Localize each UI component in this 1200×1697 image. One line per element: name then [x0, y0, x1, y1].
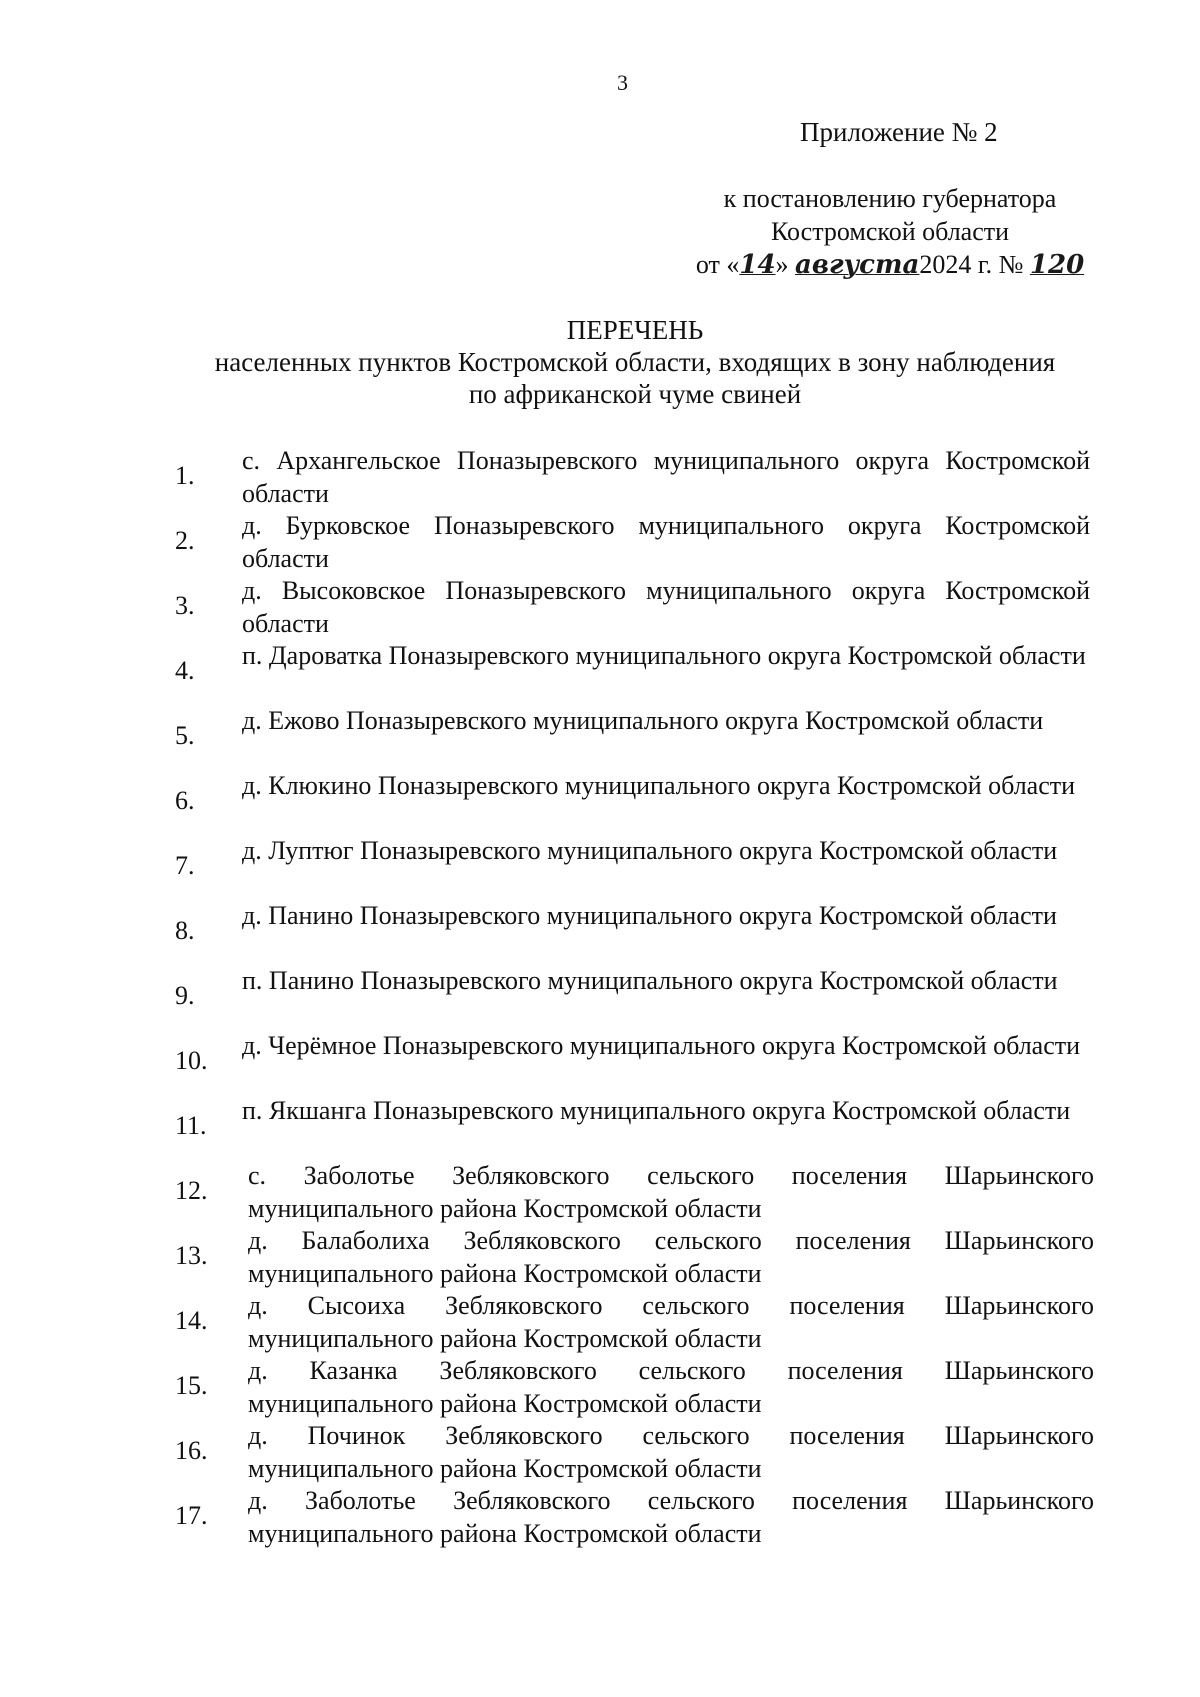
item-number: 11.: [175, 1111, 207, 1140]
item-text: д. Сысоиха Зебляковского сельского поселения Шарьинского муниципального района Костромской области: [248, 1291, 1094, 1353]
item-number: 6.: [175, 786, 195, 815]
item-text: д. Ежово Поназыревского муниципального округа Костромской области: [242, 706, 1044, 735]
item-text: д. Заболотье Зебляковского сельского поселения Шарьинского муниципального района Костромской области: [248, 1486, 1094, 1548]
item-text: д. Луптюг Поназыревского муниципального округа Костромской области: [242, 836, 1058, 865]
item-number: 17.: [175, 1501, 208, 1530]
decree-reference: [680, 182, 1100, 282]
list-item: [175, 1289, 1105, 1354]
item-number: 5.: [175, 721, 195, 750]
list-item: [175, 769, 1105, 834]
list-item: [175, 1029, 1105, 1094]
item-text: д. Казанка Зебляковского сельского поселения Шарьинского муниципального района Костромской области: [248, 1356, 1094, 1418]
item-number: 4.: [175, 656, 195, 685]
date-prefix: от «: [695, 250, 740, 279]
date-year: 2024 г. №: [919, 250, 1030, 279]
handwritten-day: 14: [739, 250, 776, 280]
decree-date-line: [680, 248, 1100, 282]
decree-line-2: Костромской области: [770, 217, 1010, 246]
item-number: 15.: [175, 1371, 208, 1400]
item-text: д. Бурковское Поназыревского муниципального округа Костромской области: [242, 511, 1090, 573]
item-text: д. Панино Поназыревского муниципального округа Костромской области: [242, 901, 1057, 930]
title-line-3: по африканской чуме свиней: [468, 379, 802, 409]
decree-line-1: к постановлению губернатора: [723, 184, 1057, 213]
list-item: [175, 509, 1105, 574]
list-item: [175, 704, 1105, 769]
item-text: д. Балаболиха Зебляковского сельского поселения Шарьинского муниципального района Костромской области: [248, 1226, 1094, 1288]
list-item: [175, 639, 1105, 704]
document-title: [0, 314, 1200, 410]
item-number: 8.: [175, 916, 195, 945]
item-number: 12.: [175, 1176, 208, 1205]
list-item: [175, 964, 1105, 1029]
list-item: [175, 444, 1105, 509]
item-number: 13.: [175, 1241, 208, 1270]
list-item: [175, 1354, 1105, 1419]
item-number: 2.: [175, 526, 195, 555]
item-number: 14.: [175, 1306, 208, 1335]
item-number: 7.: [175, 851, 195, 880]
item-text: д. Клюкино Поназыревского муниципального округа Костромской области: [242, 771, 1076, 800]
item-number: 9.: [175, 981, 195, 1010]
item-number: 10.: [175, 1046, 208, 1075]
handwritten-month: августа: [795, 250, 920, 280]
list-item: [175, 1094, 1105, 1159]
item-text: д. Высоковское Поназыревского муниципального округа Костромской области: [242, 576, 1090, 638]
list-item: [175, 1159, 1105, 1224]
item-text: с. Архангельское Поназыревского муниципального округа Костромской области: [242, 446, 1090, 508]
item-text: п. Якшанга Поназыревского муниципального округа Костромской области: [242, 1096, 1071, 1125]
appendix-label: Приложение № 2: [800, 117, 998, 147]
item-text: п. Панино Поназыревского муниципального округа Костромской области: [242, 966, 1058, 995]
page-number: 3: [617, 70, 628, 95]
item-text: д. Черёмное Поназыревского муниципального округа Костромской области: [242, 1031, 1081, 1060]
date-mid: »: [775, 250, 796, 279]
title-line-1: ПЕРЕЧЕНЬ: [566, 315, 704, 345]
item-text: с. Заболотье Зебляковского сельского поселения Шарьинского муниципального района Костромской области: [248, 1161, 1094, 1223]
item-text: п. Дароватка Поназыревского муниципального округа Костромской области: [242, 641, 1086, 670]
list-item: [175, 574, 1105, 639]
title-line-2: населенных пунктов Костромской области, входящих в зону наблюдения: [214, 347, 1056, 377]
handwritten-number: 120: [1029, 250, 1085, 280]
item-text: д. Починок Зебляковского сельского поселения Шарьинского муниципального района Костромской области: [248, 1421, 1094, 1483]
list-item: [175, 834, 1105, 899]
list-item: [175, 1419, 1105, 1484]
item-number: 3.: [175, 591, 195, 620]
item-number: 1.: [175, 461, 195, 490]
list-item: [175, 1224, 1105, 1289]
item-number: 16.: [175, 1436, 208, 1465]
list-item: [175, 899, 1105, 964]
settlements-list: [175, 444, 1105, 1549]
list-item: [175, 1484, 1105, 1549]
